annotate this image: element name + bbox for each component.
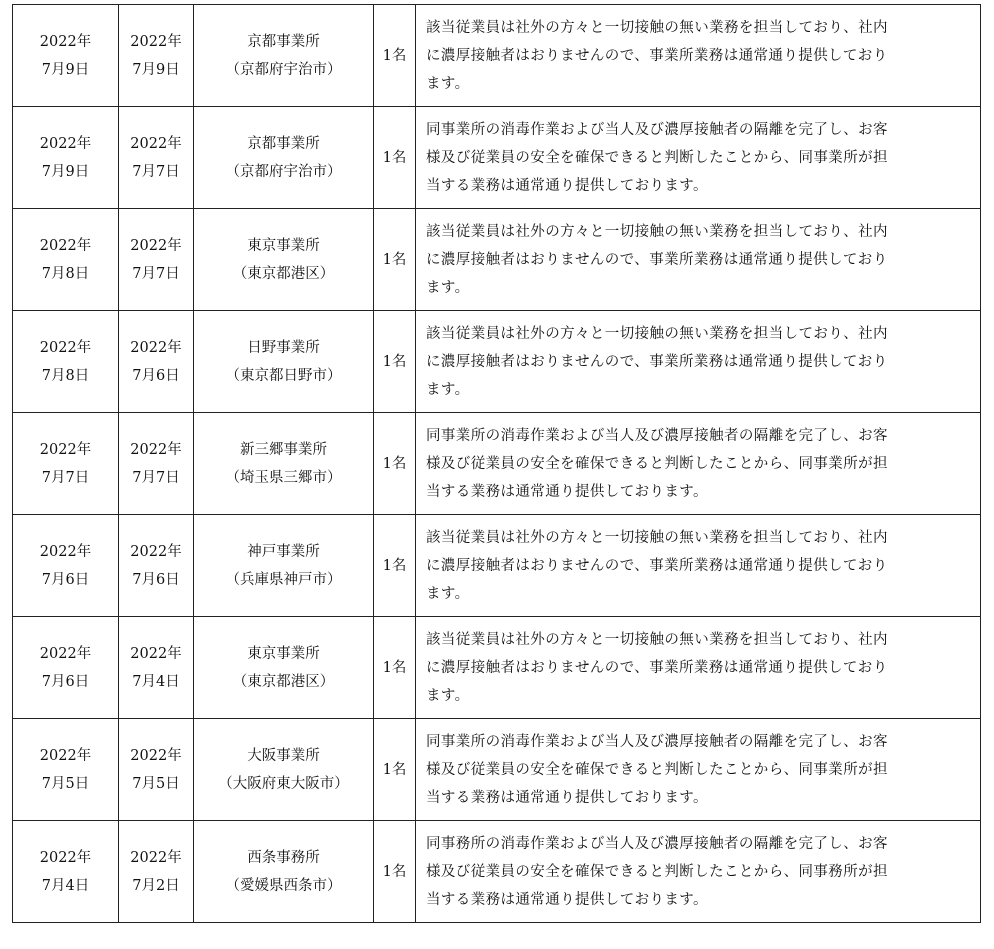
note-cell: 該当従業員は社外の方々と一切接触の無い業務を担当しており、社内 に濃厚接触者はおりませんので、事業所業務は通常通り提供しており ます。 — [416, 5, 981, 107]
last-worked-date-cell: 2022年 7月4日 — [119, 617, 194, 719]
count-cell: 1名 — [374, 413, 416, 515]
office-cell: 東京事業所 （東京都港区） — [194, 617, 374, 719]
last-worked-date-cell: 2022年 7月7日 — [119, 107, 194, 209]
reported-date-cell: 2022年 7月6日 — [13, 617, 119, 719]
last-worked-date-cell: 2022年 7月6日 — [119, 311, 194, 413]
reported-date-cell: 2022年 7月8日 — [13, 311, 119, 413]
office-cell: 新三郷事業所 （埼玉県三郷市） — [194, 413, 374, 515]
table-row — [13, 107, 981, 209]
last-worked-date-cell: 2022年 7月7日 — [119, 209, 194, 311]
office-cell: 日野事業所 （東京都日野市） — [194, 311, 374, 413]
cases-table — [12, 4, 981, 923]
last-worked-date-cell: 2022年 7月7日 — [119, 413, 194, 515]
reported-date-cell: 2022年 7月9日 — [13, 107, 119, 209]
office-cell: 東京事業所 （東京都港区） — [194, 209, 374, 311]
note-cell: 同事業所の消毒作業および当人及び濃厚接触者の隔離を完了し、お客 様及び従業員の安全を確保できると判断したことから、同事業所が担 当する業務は通常通り提供しております。 — [416, 107, 981, 209]
table-row — [13, 5, 981, 107]
office-cell: 神戸事業所 （兵庫県神戸市） — [194, 515, 374, 617]
office-cell: 京都事業所 （京都府宇治市） — [194, 107, 374, 209]
last-worked-date-cell: 2022年 7月6日 — [119, 515, 194, 617]
note-cell: 該当従業員は社外の方々と一切接触の無い業務を担当しており、社内 に濃厚接触者はおりませんので、事業所業務は通常通り提供しており ます。 — [416, 209, 981, 311]
reported-date-cell: 2022年 7月5日 — [13, 719, 119, 821]
reported-date-cell: 2022年 7月9日 — [13, 5, 119, 107]
table-row — [13, 719, 981, 821]
count-cell: 1名 — [374, 311, 416, 413]
table-row — [13, 209, 981, 311]
reported-date-cell: 2022年 7月4日 — [13, 821, 119, 923]
last-worked-date-cell: 2022年 7月2日 — [119, 821, 194, 923]
count-cell: 1名 — [374, 821, 416, 923]
reported-date-cell: 2022年 7月8日 — [13, 209, 119, 311]
reported-date-cell: 2022年 7月7日 — [13, 413, 119, 515]
count-cell: 1名 — [374, 515, 416, 617]
count-cell: 1名 — [374, 107, 416, 209]
office-cell: 大阪事業所 （大阪府東大阪市） — [194, 719, 374, 821]
note-cell: 同事業所の消毒作業および当人及び濃厚接触者の隔離を完了し、お客 様及び従業員の安全を確保できると判断したことから、同事業所が担 当する業務は通常通り提供しております。 — [416, 719, 981, 821]
note-cell: 該当従業員は社外の方々と一切接触の無い業務を担当しており、社内 に濃厚接触者はおりませんので、事業所業務は通常通り提供しており ます。 — [416, 617, 981, 719]
note-cell: 該当従業員は社外の方々と一切接触の無い業務を担当しており、社内 に濃厚接触者はおりませんので、事業所業務は通常通り提供しており ます。 — [416, 515, 981, 617]
table-row — [13, 515, 981, 617]
note-cell: 該当従業員は社外の方々と一切接触の無い業務を担当しており、社内 に濃厚接触者はおりませんので、事業所業務は通常通り提供しており ます。 — [416, 311, 981, 413]
last-worked-date-cell: 2022年 7月9日 — [119, 5, 194, 107]
table-row — [13, 311, 981, 413]
count-cell: 1名 — [374, 617, 416, 719]
table-row — [13, 617, 981, 719]
last-worked-date-cell: 2022年 7月5日 — [119, 719, 194, 821]
office-cell: 京都事業所 （京都府宇治市） — [194, 5, 374, 107]
count-cell: 1名 — [374, 209, 416, 311]
reported-date-cell: 2022年 7月6日 — [13, 515, 119, 617]
table-row — [13, 821, 981, 923]
count-cell: 1名 — [374, 5, 416, 107]
table-row — [13, 413, 981, 515]
note-cell: 同事務所の消毒作業および当人及び濃厚接触者の隔離を完了し、お客 様及び従業員の安全を確保できると判断したことから、同事務所が担 当する業務は通常通り提供しております。 — [416, 821, 981, 923]
note-cell: 同事業所の消毒作業および当人及び濃厚接触者の隔離を完了し、お客 様及び従業員の安全を確保できると判断したことから、同事業所が担 当する業務は通常通り提供しております。 — [416, 413, 981, 515]
office-cell: 西条事務所 （愛媛県西条市） — [194, 821, 374, 923]
count-cell: 1名 — [374, 719, 416, 821]
